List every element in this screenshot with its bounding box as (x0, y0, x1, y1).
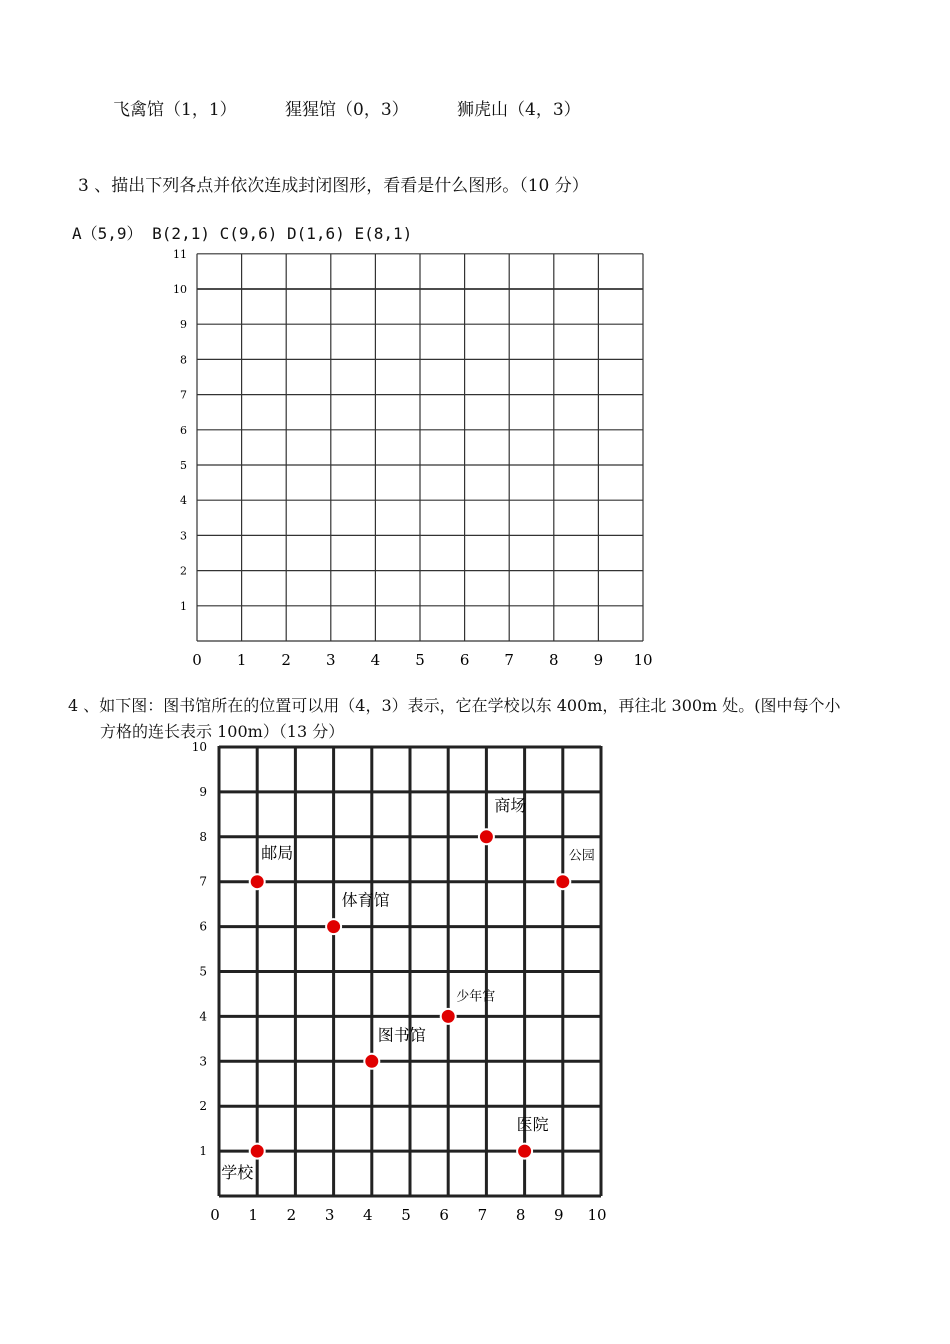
grid3-x-tick: 8 (549, 651, 559, 669)
grid3-y-tick: 5 (180, 459, 187, 472)
grid4-x-tick: 4 (363, 1206, 373, 1224)
grid4-y-tick: 3 (199, 1054, 207, 1069)
grid4-x-tick: 1 (248, 1206, 258, 1224)
grid4-x-tick: 6 (439, 1206, 449, 1224)
grid3-x-tick: 6 (459, 651, 470, 669)
grid3-x-tick: 2 (281, 651, 291, 669)
grid4-x-tick: 7 (477, 1206, 488, 1224)
location-label: 商场 (494, 795, 527, 815)
grid3-y-tick: 2 (180, 564, 187, 578)
grid4-x-tick: 5 (401, 1206, 411, 1224)
grid4-y-tick: 10 (191, 740, 207, 754)
location-label: 图书馆 (377, 1025, 426, 1045)
location-marker (441, 1009, 456, 1024)
question4-line1: 4 、如下图：图书馆所在的位置可以用（4，3）表示，它在学校以东 400m，再往北 300m 处。(图中每个小 (68, 696, 841, 715)
grid3-x-tick: 3 (326, 651, 336, 669)
grid4-x-tick: 3 (324, 1206, 335, 1224)
location-marker (555, 874, 570, 889)
grid3-y-tick: 7 (180, 388, 187, 402)
grid3-x-tick: 9 (593, 651, 604, 669)
location-marker (517, 1144, 532, 1159)
grid4-y-tick: 2 (199, 1099, 207, 1114)
item-feiqinguan: 飞禽馆（1，1） (113, 100, 237, 120)
grid4-y-tick: 1 (199, 1144, 207, 1159)
grid3-x-tick: 5 (415, 651, 425, 669)
grid4-x-tick: 0 (210, 1206, 220, 1224)
location-label: 公园 (568, 848, 595, 864)
grid4-y-tick: 5 (199, 964, 207, 979)
location-label: 体育馆 (341, 890, 390, 910)
grid3-x-tick: 1 (236, 651, 247, 669)
location-marker (479, 829, 494, 844)
location-marker (326, 919, 341, 934)
grid3-y-tick: 10 (173, 283, 187, 296)
grid3-x-tick: 7 (504, 651, 514, 669)
item-xingxingguan: 猩猩馆（0，3） (285, 100, 409, 120)
grid4-x-tick: 10 (587, 1206, 607, 1224)
grid3-y-tick: 4 (180, 494, 187, 508)
question3-points: A（5,9） B(2,1) C(9,6) D(1,6) E(8,1) (72, 224, 413, 243)
grid4-y-tick: 6 (199, 919, 207, 934)
grid3-x-tick: 4 (370, 651, 381, 669)
grid3-y-tick: 9 (180, 318, 187, 332)
question4-map (180, 740, 630, 1230)
location-marker (250, 1144, 265, 1159)
question4-line2: 方格的连长表示 100m）（13 分） (100, 722, 345, 741)
location-marker (250, 874, 265, 889)
grid3-x-tick: 10 (633, 651, 653, 669)
location-label: 邮局 (261, 843, 294, 863)
location-label: 医院 (516, 1115, 549, 1135)
question3-grid (160, 245, 670, 675)
item-shihushan: 狮虎山（4，3） (457, 100, 581, 120)
grid3-y-tick: 3 (180, 529, 187, 543)
grid4-y-tick: 8 (199, 829, 207, 844)
grid4-y-tick: 4 (199, 1009, 207, 1024)
grid4-x-tick: 8 (515, 1206, 526, 1224)
grid3-y-tick: 8 (180, 353, 187, 367)
grid3-y-tick: 11 (173, 247, 187, 261)
grid3-y-tick: 1 (180, 599, 187, 613)
location-label: 学校 (221, 1163, 254, 1183)
grid4-y-tick: 7 (199, 874, 207, 889)
grid4-x-tick: 9 (554, 1206, 564, 1224)
location-label: 少年宫 (456, 989, 496, 1005)
grid3-y-tick: 6 (180, 423, 187, 437)
grid4-x-tick: 2 (286, 1206, 297, 1224)
location-marker (364, 1054, 379, 1069)
question3-title: 3 、描出下列各点并依次连成封闭图形，看看是什么图形。（10 分） (78, 176, 589, 196)
grid3-x-tick: 0 (192, 651, 202, 669)
grid4-y-tick: 9 (199, 784, 207, 799)
